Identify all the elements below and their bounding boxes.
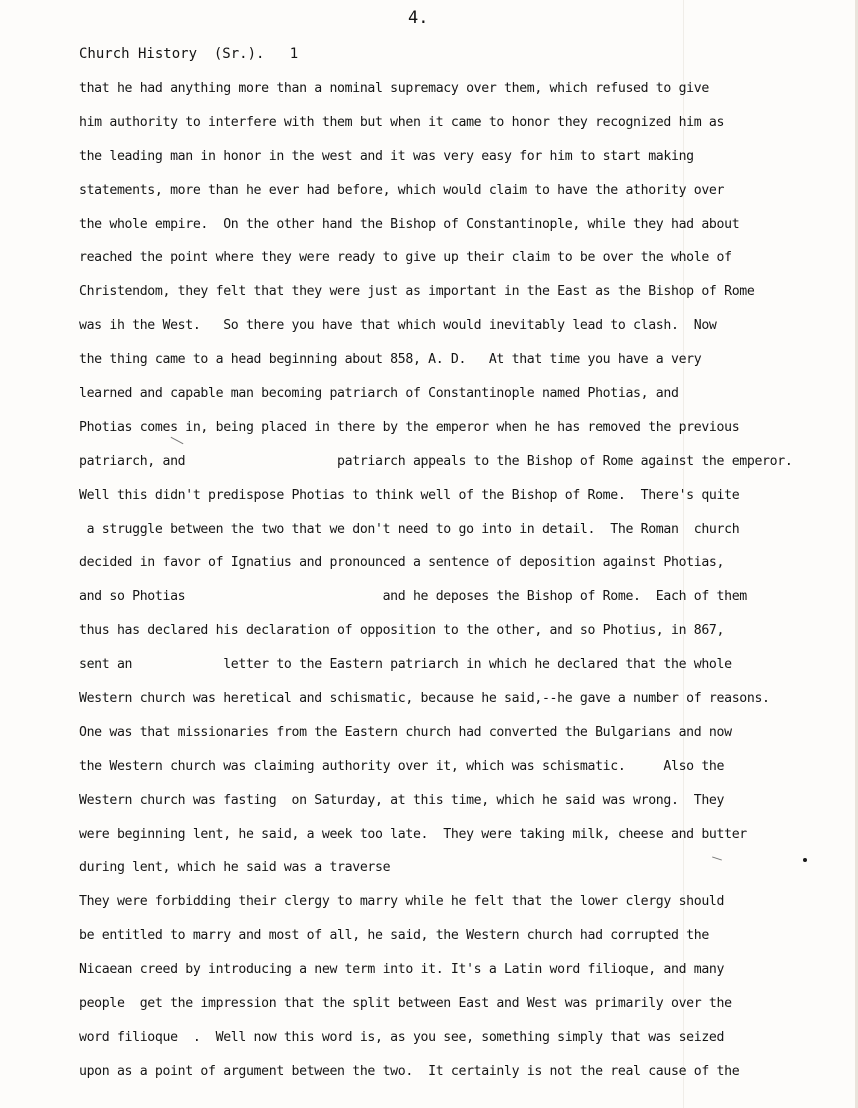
text-line: the whole empire. On the other hand the Bishop of Constantinople, while they had about xyxy=(79,216,740,232)
stray-ink-dot xyxy=(803,858,807,862)
text-line: decided in favor of Ignatius and pronounced a sentence of deposition against Photias, xyxy=(79,555,725,571)
text-line: One was that missionaries from the Eastern church had converted the Bulgarians and now xyxy=(79,724,732,740)
text-line: a struggle between the two that we don't need to go into in detail. The Roman church xyxy=(79,521,740,537)
text-line: Western church was fasting on Saturday, at this time, which he said was wrong. They xyxy=(79,792,725,808)
text-line: were beginning lent, he said, a week too late. They were taking milk, cheese and butter xyxy=(79,826,747,842)
text-line: thus has declared his declaration of opposition to the other, and so Photius, in 867, xyxy=(79,623,725,639)
text-line: the Western church was claiming authority over it, which was schismatic. Also the xyxy=(79,758,725,774)
text-line: reached the point where they were ready to give up their claim to be over the whole of xyxy=(79,250,732,266)
page-number: 4. xyxy=(408,8,429,28)
text-line: word filioque . Well now this word is, as you see, something simply that was seized xyxy=(79,1029,725,1045)
text-line: during lent, which he said was a traverse xyxy=(79,860,391,876)
text-line: the thing came to a head beginning about 858, A. D. At that time you have a very xyxy=(79,352,702,368)
text-line: be entitled to marry and most of all, he said, the Western church had corrupted the xyxy=(79,928,709,944)
text-line: Western church was heretical and schismatic, because he said,--he gave a number of reasons. xyxy=(79,691,770,707)
text-line: and so Photias and he deposes the Bishop of Rome. Each of them xyxy=(79,589,747,605)
text-line: Christendom, they felt that they were just as important in the East as the Bishop of Rome xyxy=(79,284,755,300)
text-line: was ih the West. So there you have that which would inevitably lead to clash. Now xyxy=(79,318,717,334)
text-line: Nicaean creed by introducing a new term into it. It's a Latin word filioque, and many xyxy=(79,962,725,978)
text-line: Well this didn't predispose Photias to think well of the Bishop of Rome. There's quite xyxy=(79,487,740,503)
text-line: learned and capable man becoming patriarch of Constantinople named Photias, and xyxy=(79,386,679,402)
document-header: Church History (Sr.). 1 xyxy=(79,46,299,62)
text-line: that he had anything more than a nominal supremacy over them, which refused to give xyxy=(79,81,709,96)
text-line: the leading man in honor in the west and it was very easy for him to start making xyxy=(79,148,694,164)
text-line: people get the impression that the split between East and West was primarily over the xyxy=(79,996,732,1012)
text-line: They were forbidding their clergy to marry while he felt that the lower clergy should xyxy=(79,894,725,910)
text-line: sent an letter to the Eastern patriarch in which he declared that the whole xyxy=(79,657,732,673)
text-line: upon as a point of argument between the two. It certainly is not the real cause of the xyxy=(79,1063,740,1079)
text-line: him authority to interfere with them but when it came to honor they recognized him as xyxy=(79,114,725,130)
text-line: statements, more than he ever had before, which would claim to have the athority over xyxy=(79,182,725,198)
typed-body-text xyxy=(79,78,839,1095)
text-line: Photias comes in, being placed in there by the emperor when he has removed the previous xyxy=(79,419,740,435)
text-line: patriarch, and patriarch appeals to the Bishop of Rome against the emperor. xyxy=(79,453,793,469)
